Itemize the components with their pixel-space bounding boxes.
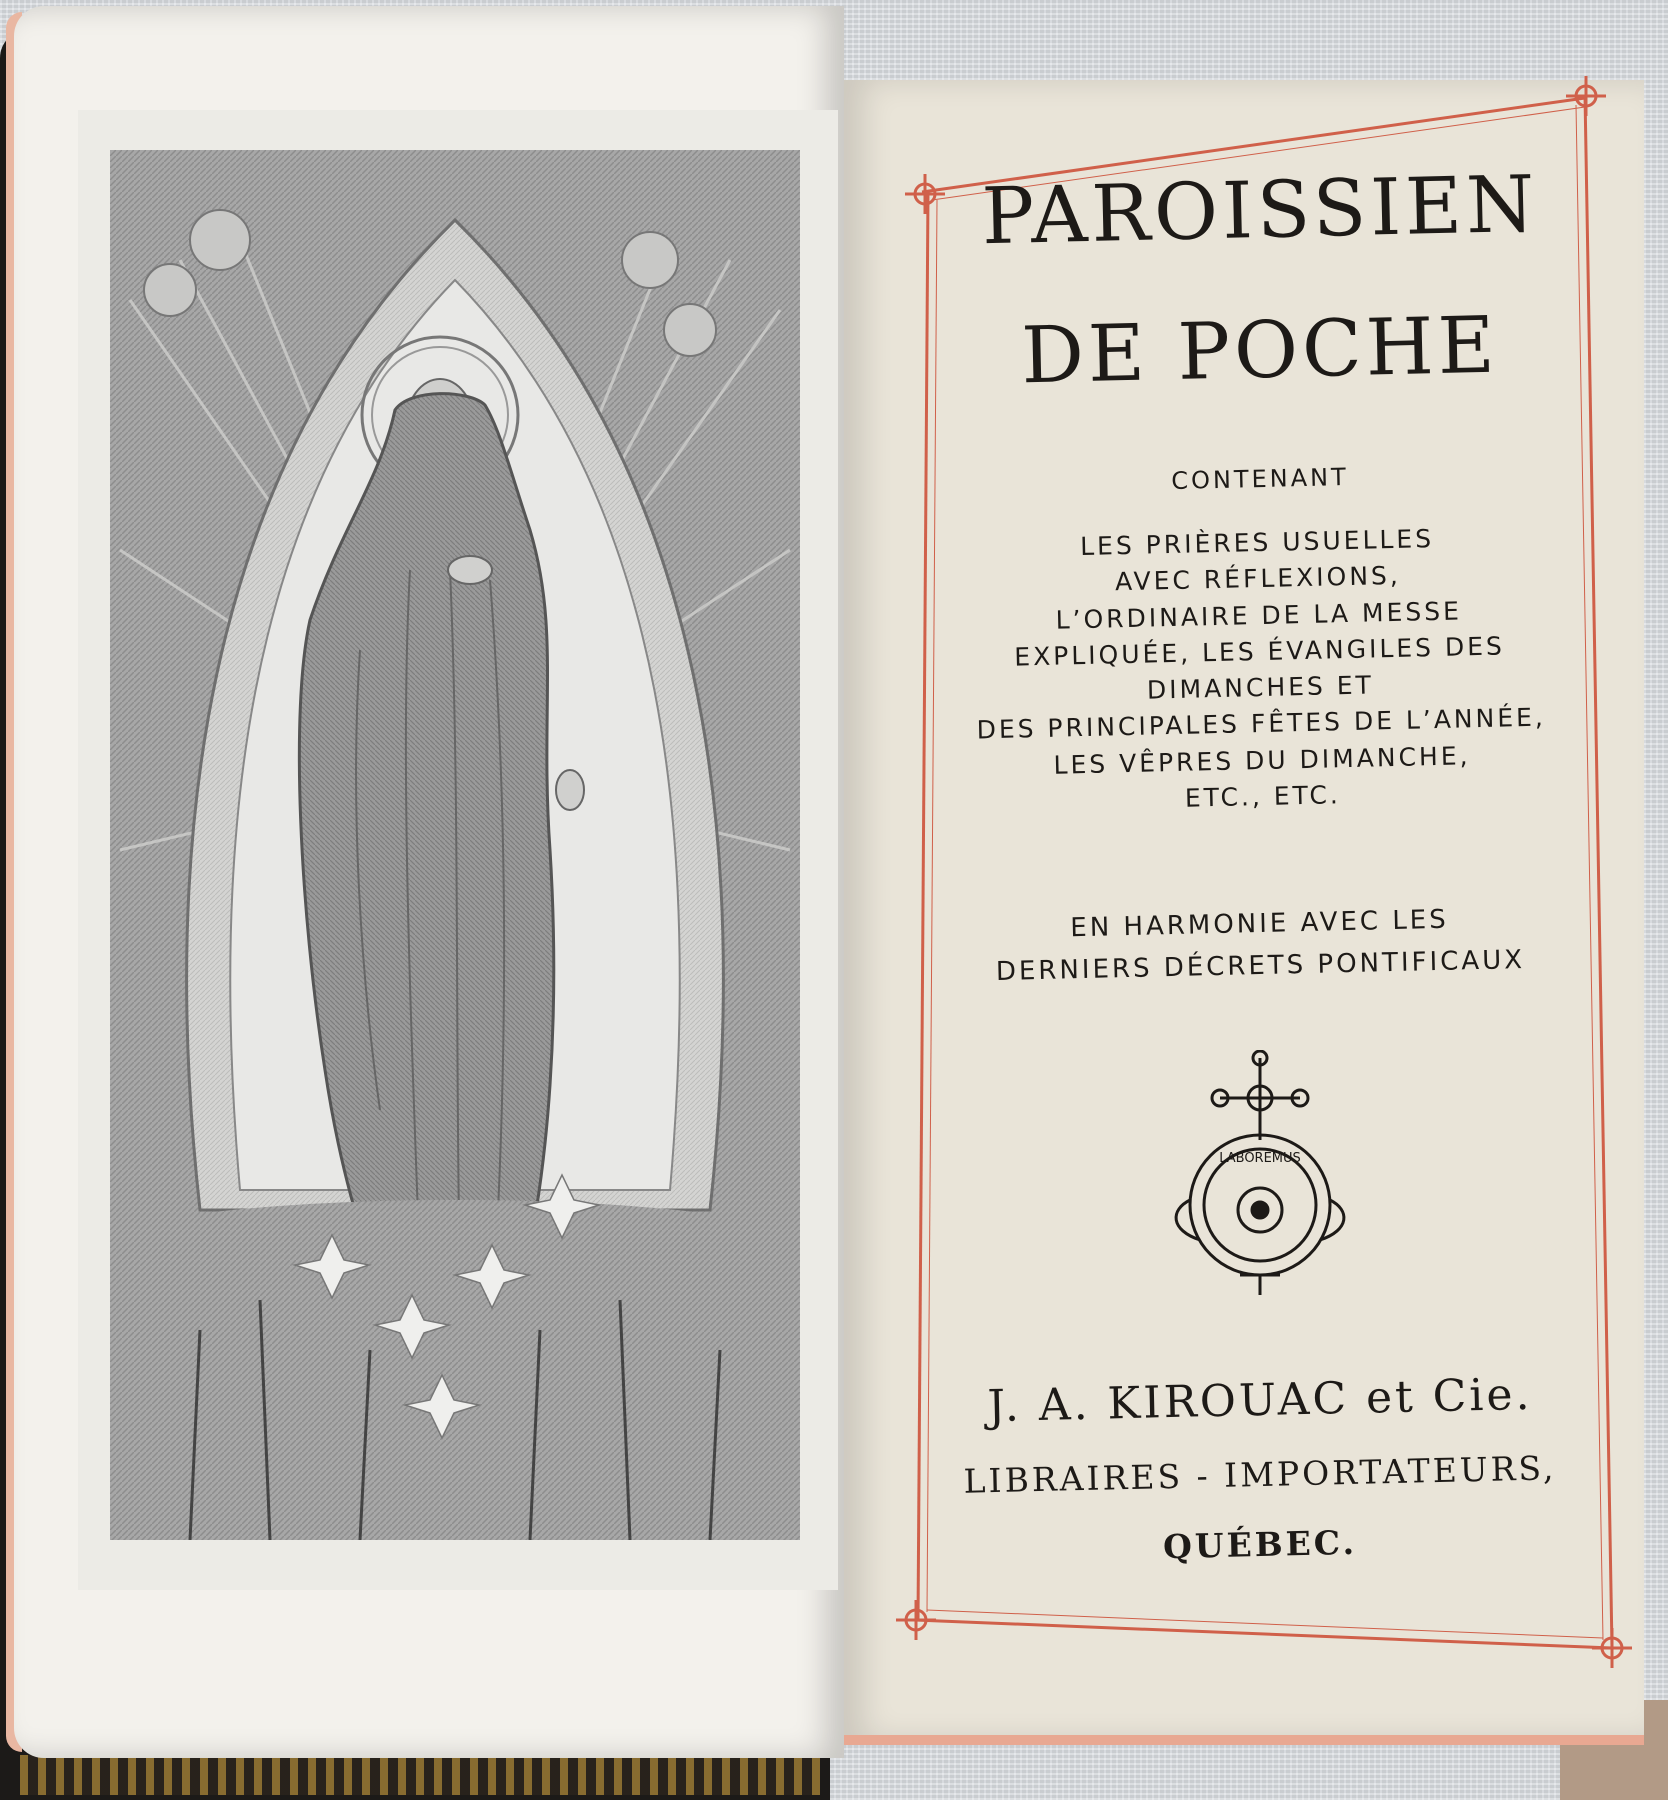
description-line: LES PRIÈRES USUELLES [1079,524,1435,562]
harmonie-line: EN HARMONIE AVEC LES [1069,904,1450,944]
harmonie-block [909,887,1611,1004]
description-line: DES PRINCIPALES FÊTES DE L’ANNÉE, [976,702,1547,745]
book-subtitle: DE POCHE [1020,300,1500,402]
description-line: DIMANCHES ET [1146,670,1375,705]
description-line: EXPLIQUÉE, LES ÉVANGILES DES [1013,631,1506,672]
description-line: LES VÊPRES DU DIMANCHE, [1053,740,1471,780]
description-line: ETC., ETC. [1184,779,1342,813]
description-line: L’ORDINAIRE DE LA MESSE [1055,595,1463,635]
harmonie-line: DERNIERS DÉCRETS PONTIFICAUX [995,944,1526,987]
cross-circle-icon [896,1600,936,1640]
cross-circle-icon [1592,1628,1632,1668]
book-title: PAROISSIEN [980,159,1540,263]
description-line: AVEC RÉFLEXIONS, [1114,561,1402,597]
emblem-motto: LABOREMUS [1219,1151,1301,1166]
publisher-subtitle: LIBRAIRES - IMPORTATEURS, [963,1448,1557,1501]
publisher-name: J. A. KIROUAC et Cie. [986,1368,1534,1433]
publisher-city: QUÉBEC. [1162,1522,1358,1567]
cross-circle-icon [1566,76,1606,116]
cross-emblem-icon [1160,1050,1360,1300]
description-block [907,517,1613,823]
contenant-label: CONTENANT [1170,462,1349,496]
